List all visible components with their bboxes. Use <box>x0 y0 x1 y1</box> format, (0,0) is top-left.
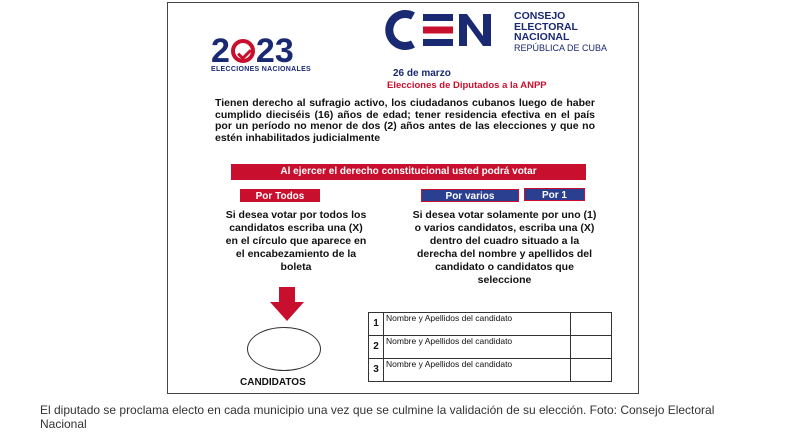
logo-year-suffix: 23 <box>255 32 294 70</box>
ballot-row-checkbox <box>571 313 612 336</box>
logo-subtitle: ELECCIONES NACIONALES <box>211 66 312 73</box>
cen-wordmark <box>514 11 607 53</box>
down-arrow-icon <box>270 287 304 321</box>
cen-line-2: ELECTORAL <box>514 20 578 33</box>
voting-banner: Al ejercer el derecho constitucional usted podrá votar <box>231 164 586 180</box>
ballot-row-checkbox <box>571 359 612 382</box>
checkmark-zero-icon <box>231 39 255 63</box>
tag-por-varios: Por varios <box>421 189 519 202</box>
ballot-row <box>369 359 612 382</box>
vote-all-instructions: Si desea votar por todos los candidatos escriba una (X) en el círculo que aparece en el encabezamiento de la boleta <box>225 209 367 273</box>
cen-line-3: NACIONAL <box>514 31 570 43</box>
logo-year <box>211 34 339 68</box>
sample-ballot <box>368 312 612 382</box>
tag-por-uno: Por 1 <box>524 188 585 201</box>
ballot-row-checkbox <box>571 336 612 359</box>
election-title: Elecciones de Diputados a la ANPP <box>387 80 547 91</box>
ballot-row-name: Nombre y Apellidos del candidato <box>384 336 571 359</box>
elections-2023-logo <box>211 34 339 76</box>
tag-por-todos: Por Todos <box>240 189 320 202</box>
election-date: 26 de marzo <box>393 68 451 79</box>
candidates-label: CANDIDATOS <box>240 377 306 388</box>
cen-logo-icon <box>385 10 505 50</box>
ballot-row-name: Nombre y Apellidos del candidato <box>384 359 571 382</box>
logo-year-prefix: 2 <box>211 32 230 70</box>
vote-all-circle <box>247 327 321 371</box>
ballot-row-name: Nombre y Apellidos del candidato <box>384 313 571 336</box>
ballot-row <box>369 336 612 359</box>
ballot-row-number: 2 <box>369 336 384 359</box>
eligibility-paragraph: Tienen derecho al sufragio activo, los ciudadanos cubanos luego de haber cumplido dieciséis (16) años de edad; tener residencia efectiva en el país por un período no menor de dos (2) años antes de las elecciones y que no estén inhabilitados judicialmente <box>215 97 595 144</box>
cen-republic: REPÚBLICA DE CUBA <box>514 42 608 53</box>
cen-line-1: CONSEJO <box>514 10 566 22</box>
ballot-row <box>369 313 612 336</box>
photo-caption: El diputado se proclama electo en cada municipio una vez que se culmine la validación de su elección. Foto: Consejo Electoral Nacional <box>40 403 715 431</box>
ballot-row-number: 1 <box>369 313 384 336</box>
ballot-row-number: 3 <box>369 359 384 382</box>
vote-some-instructions: Si desea votar solamente por uno (1) o varios candidatos, escriba una (X) dentro del cuadro situado a la derecha del nombre y apellidos del candidato o candidatos que seleccione <box>412 209 597 286</box>
